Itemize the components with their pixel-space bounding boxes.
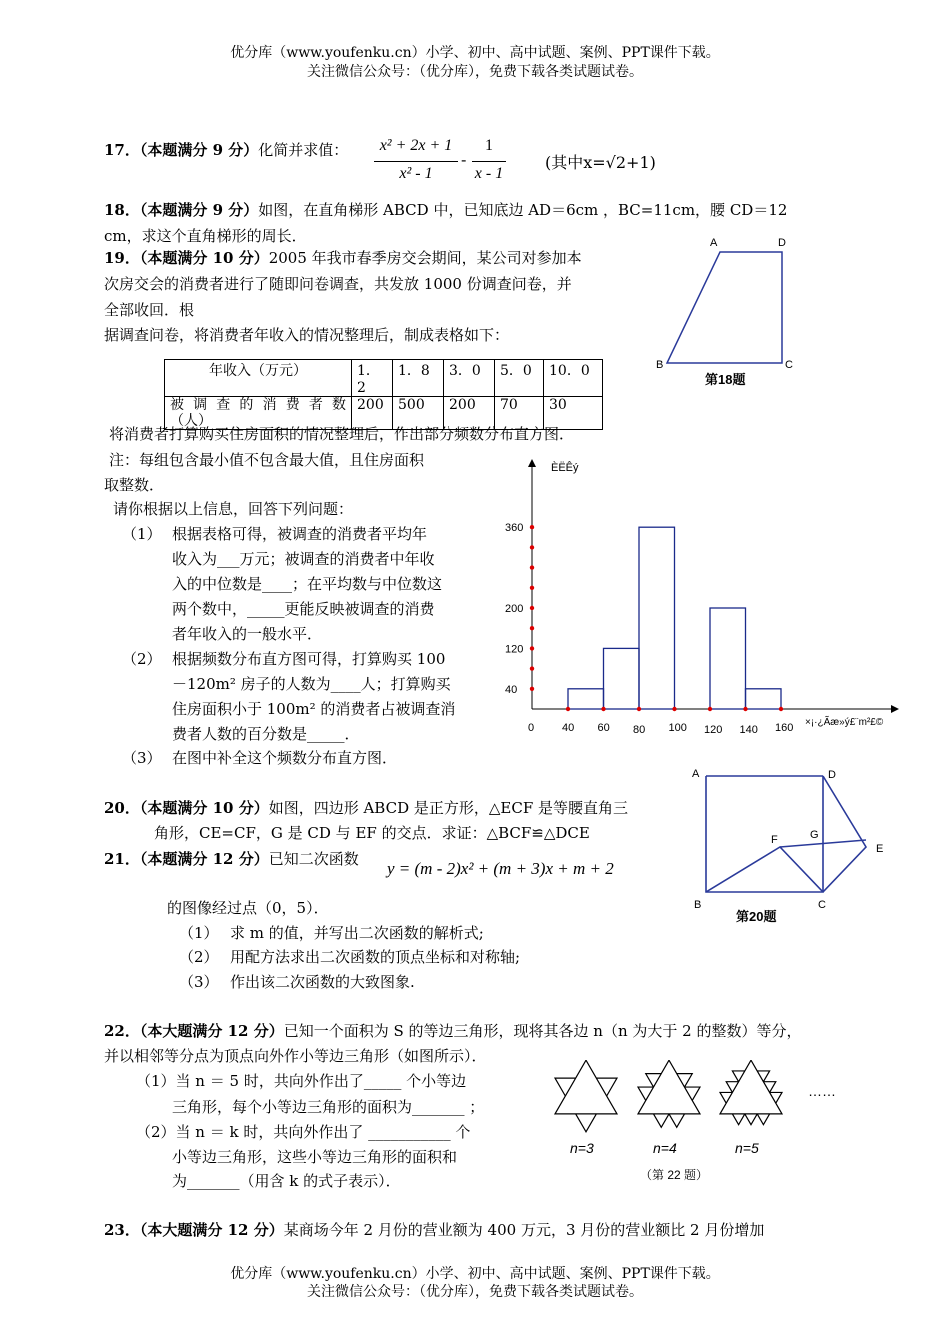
- page-footer-line2: 关注微信公众号：（优分库），免费下载各类试题试卷。: [307, 1284, 643, 1300]
- q18-figure-caption: 第18题: [705, 372, 746, 387]
- small-triangle: [732, 1071, 744, 1082]
- label-c: C: [785, 359, 793, 371]
- q19-part2-line3: 住房面积小于 100m² 的消费者占被调查消: [172, 700, 456, 718]
- q21-text: 已知二次函数: [268, 850, 359, 868]
- q21-line1: [104, 848, 359, 870]
- q19-part1-number: （1）: [122, 525, 162, 543]
- label-d: D: [828, 769, 836, 781]
- x-axis-point: [708, 707, 712, 711]
- x-tick-label: 160: [775, 722, 794, 734]
- x-tick-label: 40: [562, 722, 575, 734]
- income-cell: 5．0: [495, 360, 544, 397]
- figure-n5: [720, 1060, 782, 1124]
- small-triangle: [763, 1082, 775, 1093]
- q20-number: 20．: [104, 799, 140, 817]
- histogram-bar-140-160: [746, 689, 782, 709]
- q18-trapezoid-figure: [650, 232, 810, 392]
- small-triangle: [757, 1114, 769, 1125]
- x-tick-label: 60: [597, 722, 610, 734]
- q22-part2-line2: 小等边三角形，这些小等边三角形的面积和: [172, 1148, 458, 1166]
- q17-condition: (其中x=√2+1): [545, 153, 656, 172]
- q17-text: 化简并求值：: [258, 141, 349, 159]
- small-triangle: [732, 1114, 744, 1125]
- label-c: C: [818, 899, 826, 911]
- y-tick-label: 120: [505, 643, 524, 656]
- y-axis-label: ÈËÊý: [551, 462, 579, 474]
- q19-number: 19．: [104, 249, 140, 267]
- q21-item2-text: 用配方法求出二次函数的顶点坐标和对称轴;: [230, 948, 521, 966]
- q20-line2: 角形，CE=CF，G 是 CD 与 EF 的交点．求证：△BCF≌△DCE: [154, 824, 590, 842]
- q22-text: 已知一个面积为 S 的等边三角形，现将其各边 n（n 为大于 2 的整数）等分，: [283, 1022, 802, 1040]
- q18-text: 如图，在直角梯形 ABCD 中，已知底边 AD＝6cm ，BC=11cm，腰 CD＝12: [258, 201, 788, 219]
- small-triangle: [576, 1114, 597, 1132]
- fig-label-n3: n=3: [570, 1140, 594, 1156]
- x-tick-label: 120: [704, 724, 723, 736]
- q19-part1-line2: 收入为___万元；被调查的消费者中年收: [172, 550, 435, 568]
- q22-part1-line2: 三角形，每个小等边三角形的面积为_______ ；: [172, 1098, 485, 1116]
- q17-denominator-1: x² - 1: [399, 165, 433, 182]
- q23-line1: [104, 1219, 764, 1241]
- q19-part1-line3: 入的中位数是____；在平均数与中位数这: [172, 575, 443, 593]
- q17-fraction-bar-2: [472, 161, 506, 162]
- q19-text: 2005 年我市春季房交会期间，某公司对参加本: [268, 249, 582, 267]
- q21-item3-text: 作出该二次函数的大致图象.: [230, 973, 415, 991]
- small-triangle: [555, 1078, 576, 1096]
- q20-text: 如图，四边形 ABCD 是正方形，△ECF 是等腰直角三: [268, 799, 629, 817]
- triangle-dce-sides: [823, 776, 866, 892]
- y-axis-point: [530, 545, 534, 549]
- small-triangle: [770, 1092, 782, 1103]
- q21-score: （本题满分 12 分）: [139, 850, 269, 868]
- x-axis-point: [779, 707, 783, 711]
- small-triangle: [685, 1087, 701, 1100]
- q19-part2-line1: 根据频数分布直方图可得，打算购买 100: [172, 650, 446, 668]
- x-axis-point: [637, 707, 641, 711]
- q19-part1-line1: 根据表格可得，被调查的消费者平均年: [172, 525, 428, 543]
- y-axis-point: [530, 626, 534, 630]
- fig-label-n4: n=4: [653, 1140, 677, 1156]
- figure-n4: [638, 1060, 700, 1127]
- q19-note2: 取整数．: [104, 476, 165, 494]
- q17-numerator-2: 1: [485, 137, 493, 154]
- income-cell: 1．8: [393, 360, 444, 397]
- q19-line3: 全部收回．根: [104, 301, 195, 319]
- q19-note1: 注：每组包含最小值不包含最大值，且住房面积: [109, 451, 425, 469]
- q22-part1-line1: （1）当 n ＝ 5 时，共向外作出了_____ 个小等边: [136, 1072, 467, 1090]
- y-axis-point: [530, 646, 534, 650]
- q17-fraction-bar-1: [374, 161, 458, 162]
- q19-part2-number: （2）: [122, 650, 162, 668]
- count-cell: 200: [352, 397, 393, 430]
- y-axis-point: [530, 565, 534, 569]
- q19-part3-line1: 在图中补全这个频数分布直方图．: [172, 749, 398, 767]
- income-cell: 3．0: [444, 360, 495, 397]
- q20-figure-caption: 第20题: [736, 909, 777, 924]
- q21-item1-text: 求 m 的值，并写出二次函数的解析式;: [230, 924, 484, 942]
- small-triangle: [669, 1114, 685, 1127]
- income-cell: 10．0: [544, 360, 603, 397]
- small-triangle: [646, 1074, 662, 1087]
- count-cell: 30: [544, 397, 603, 430]
- q22-line2: 并以相邻等分点为顶点向外作小等边三角形（如图所示）．: [104, 1047, 487, 1065]
- big-triangle: [555, 1060, 617, 1114]
- q18-score: （本题满分 9 分）: [139, 201, 259, 219]
- q17-heading: [104, 139, 348, 161]
- frequency-histogram: [495, 455, 905, 745]
- y-tick-label: 200: [505, 603, 524, 615]
- income-table-header-row: [165, 360, 603, 397]
- income-header-label: 年收入（万元）: [165, 360, 352, 397]
- label-d: D: [778, 237, 786, 249]
- q21-item1-number: （1）: [179, 924, 219, 942]
- q19-part3-number: （3）: [122, 749, 162, 767]
- q21-item3-number: （3）: [179, 973, 219, 991]
- x-tick-label: 80: [633, 724, 646, 736]
- ellipsis: ……: [808, 1083, 836, 1099]
- q19-line4: 据调查问卷，将消费者年收入的情况整理后，制成表格如下：: [104, 326, 510, 344]
- q19-part1-line5: 者年收入的一般水平．: [172, 625, 323, 643]
- label-b: B: [694, 899, 702, 911]
- q17-number: 17．: [104, 141, 140, 159]
- q18-line2: cm，求这个直角梯形的周长．: [104, 227, 307, 245]
- y-axis-point: [530, 687, 534, 691]
- q19-line5: 将消费者打算购买住房面积的情况整理后，作出部分频数分布直方图．: [109, 425, 575, 443]
- label-g: G: [810, 829, 819, 841]
- trapezoid-shape: [667, 252, 782, 363]
- q19-line2: 次房交会的消费者进行了随即问卷调查，共发放 1000 份调查问卷，并: [104, 275, 572, 293]
- histogram-bar-80-100: [639, 527, 675, 709]
- label-f: F: [771, 834, 778, 846]
- q17-numerator-1: x² + 2x + 1: [379, 137, 453, 154]
- count-cell: 200: [444, 397, 495, 430]
- count-cell: 70: [495, 397, 544, 430]
- x-tick-label: 0: [528, 722, 535, 734]
- q22-part2-line1: （2）当 n ＝ k 时，共向外作出了 ___________ 个: [136, 1123, 471, 1141]
- label-e: E: [876, 843, 884, 855]
- page-header-line1: 优分库（www.youfenku.cn）小学、初中、高中试题、案例、PPT课件下载。: [230, 45, 720, 61]
- label-a: A: [692, 768, 700, 780]
- small-triangle: [677, 1074, 693, 1087]
- histogram-bar-120-140: [710, 608, 746, 709]
- q18-line1: [104, 199, 787, 221]
- histogram-bar-40-60: [568, 689, 604, 709]
- page-footer-line1: 优分库（www.youfenku.cn）小学、初中、高中试题、案例、PPT课件下载。: [230, 1266, 720, 1282]
- y-axis-point: [530, 666, 534, 670]
- count-row-label: 被 调 查 的 消 费 者 数 （人）: [165, 397, 352, 430]
- y-tick-label: 360: [505, 522, 524, 535]
- q21-item2-number: （2）: [179, 948, 219, 966]
- q19-intro: 请你根据以上信息，回答下列问题：: [113, 500, 354, 518]
- q19-part2-line4: 费者人数的百分数是_____．: [172, 725, 360, 743]
- q23-score: （本大题满分 12 分）: [139, 1221, 284, 1239]
- figure-n3: [555, 1060, 617, 1132]
- q17-denominator-2: x - 1: [474, 165, 504, 182]
- q22-number: 22．: [104, 1022, 140, 1040]
- q19-score: （本题满分 10 分）: [139, 249, 269, 267]
- x-axis-point: [566, 707, 570, 711]
- label-a: A: [710, 237, 718, 249]
- q20-score: （本题满分 10 分）: [139, 799, 269, 817]
- label-b: B: [656, 359, 664, 371]
- small-triangle: [638, 1087, 654, 1100]
- q22-part2-line3: 为_______（用含 k 的式子表示）．: [172, 1172, 401, 1190]
- triangle-bcf-sides: [706, 847, 823, 892]
- small-triangle: [596, 1078, 617, 1096]
- q21-line2: 的图像经过点（0，5）．: [167, 899, 329, 917]
- small-triangle: [654, 1114, 670, 1127]
- fig-label-n5: n=5: [735, 1140, 759, 1156]
- q21-number: 21．: [104, 850, 140, 868]
- q20-line1: [104, 797, 628, 819]
- q17-score: （本题满分 9 分）: [139, 141, 259, 159]
- count-cell: 500: [393, 397, 444, 430]
- small-triangle: [745, 1114, 757, 1125]
- q17-minus: -: [461, 150, 467, 169]
- histogram-bar-60-80: [604, 648, 640, 709]
- page-header-line2: 关注微信公众号：（优分库），免费下载各类试题试卷。: [307, 64, 643, 80]
- income-table: [164, 359, 603, 430]
- q18-number: 18．: [104, 201, 140, 219]
- q22-score: （本大题满分 12 分）: [139, 1022, 284, 1040]
- q22-caption: （第 22 题）: [640, 1168, 709, 1182]
- x-axis-point: [601, 707, 605, 711]
- q23-text: 某商场今年 2 月份的营业额为 400 万元，3 月份的营业额比 2 月份增加: [283, 1221, 765, 1239]
- q19-part2-line2: －120m² 房子的人数为____人；打算购买: [172, 675, 451, 693]
- q19-line1: [104, 247, 582, 269]
- x-axis-point: [743, 707, 747, 711]
- q20-square-figure: [688, 762, 898, 932]
- y-axis-point: [530, 586, 534, 590]
- small-triangle: [726, 1082, 738, 1093]
- x-axis-label: ×¡·¿Ãæ»ý£¨m²£©: [805, 717, 884, 728]
- y-tick-label: 40: [505, 683, 518, 696]
- x-tick-label: 140: [739, 724, 758, 736]
- q19-part1-line4: 两个数中，_____更能反映被调查的消费: [172, 600, 435, 618]
- q23-number: 23．: [104, 1221, 140, 1239]
- x-tick-label: 100: [668, 722, 687, 734]
- income-cell: 1．2: [352, 360, 393, 397]
- small-triangle: [757, 1071, 769, 1082]
- small-triangle: [720, 1092, 732, 1103]
- y-axis-point: [530, 525, 534, 529]
- x-axis-point: [672, 707, 676, 711]
- q22-triangles-figure: [540, 1060, 870, 1190]
- q22-line1: [104, 1020, 801, 1042]
- q21-formula: y = (m - 2)x² + (m + 3)x + m + 2: [387, 859, 614, 878]
- y-axis-point: [530, 606, 534, 610]
